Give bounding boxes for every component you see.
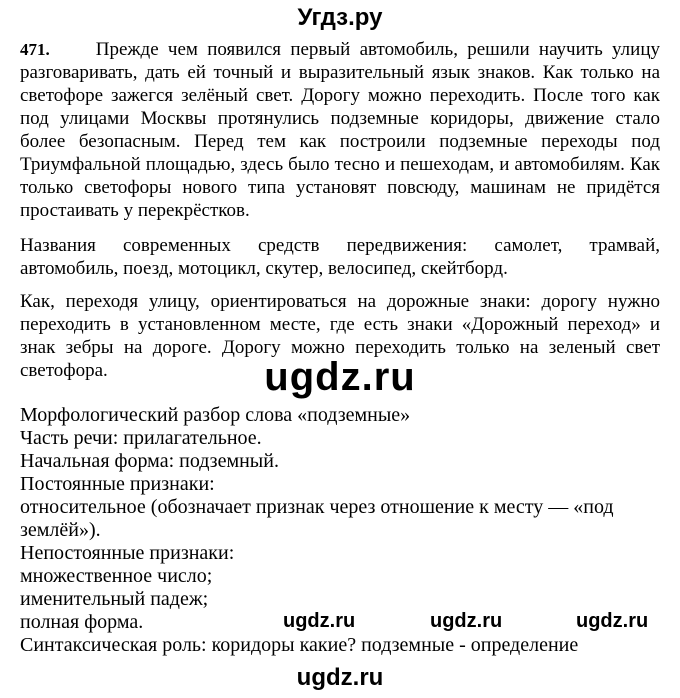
watermark-center: ugdz.ru <box>264 355 416 399</box>
part-of-speech: Часть речи: прилагательное. <box>20 427 262 449</box>
variable-feature-number: множественное число; <box>20 565 213 587</box>
exercise-number: 471. <box>20 40 50 59</box>
watermark-small: ugdz.ru <box>430 610 503 632</box>
transport-line-1: Названия современных средств передвижения: самолет, трамвай, <box>20 235 660 256</box>
initial-form: Начальная форма: подземный. <box>20 450 279 472</box>
morphology-title: Морфологический разбор слова «подземные» <box>20 404 411 426</box>
constant-features-line-1: относительное (обозначает признак через отношение к месту — «под <box>20 496 614 518</box>
constant-features-heading: Постоянные признаки: <box>20 473 215 495</box>
exercise-paragraph-2 <box>20 234 660 280</box>
exercise-paragraph-3: Как, переходя улицу, ориентироваться на дорожные знаки: дорогу нужно переходить в установленном месте, где есть знаки «Дорожный переход» и знак зебры на дороге. Дорогу можно переходить только на зеленый свет светофора. <box>20 291 660 381</box>
constant-features-line-2: землёй»). <box>20 519 101 541</box>
transport-line-2: автомобиль, поезд, мотоцикл, скутер, велосипед, скейтборд. <box>20 258 508 279</box>
variable-feature-case: именительный падеж; <box>20 588 209 610</box>
watermark-small: ugdz.ru <box>283 610 356 632</box>
exercise-text: Прежде чем появился первый автомобиль, решили научить улицу разговаривать, дать ей точный и выразительный язык знаков. Как только на светофоре зажегся зелёный свет. Дорогу можно переходить. После того как под улицами Москвы протянулись подземные коридоры, движение стало более безопасным. Перед тем как построили подземные переходы под Триумфальной площадью, здесь было тесно и пешеходам, и автомобилям. Как только светофоры нового типа установят повсюду, машинам не придётся простаивать у перекрёстков. <box>20 39 660 221</box>
site-title: Угдз.ру <box>297 4 383 31</box>
syntax-role: Синтаксическая роль: коридоры какие? подземные - определение <box>20 634 579 656</box>
exercise-paragraph-1 <box>20 38 660 222</box>
variable-feature-form: полная форма. <box>20 611 144 633</box>
watermark-small: ugdz.ru <box>576 610 649 632</box>
variable-features-heading: Непостоянные признаки: <box>20 542 235 564</box>
footer-site: ugdz.ru <box>296 664 384 691</box>
